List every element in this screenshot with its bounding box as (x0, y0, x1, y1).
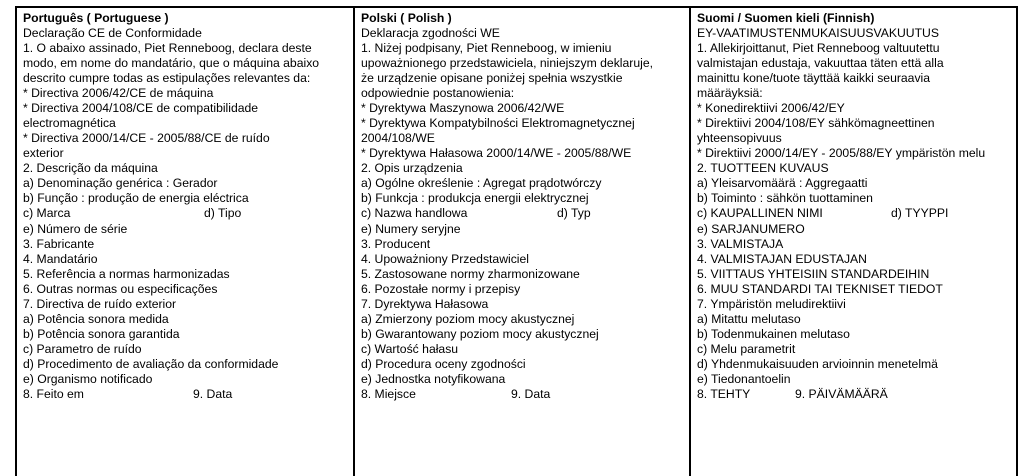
declaration-heading: EY-VAATIMUSTENMUKAISUUSVAKUUTUS (697, 25, 939, 40)
section-line: a) Mitattu melutaso (697, 311, 801, 326)
place-date-row (361, 387, 689, 402)
section-line: 7. Ympäristön meludirektiivi (697, 296, 846, 311)
section-line: 3. Producent (361, 236, 431, 251)
section-line: 4. Upoważniony Przedstawiciel (361, 251, 529, 266)
section-line: 7. Directiva de ruído exterior (23, 296, 177, 311)
section-line: b) Toiminto : sähkön tuottaminen (697, 191, 873, 206)
section-line: a) Potência sonora medida (23, 311, 169, 326)
section-line: d) Yhdenmukaisuuden arvioinnin menetelmä (697, 356, 938, 371)
section-line: 2. TUOTTEEN KUVAUS (697, 161, 829, 176)
column-title: Suomi / Suomen kieli (Finnish) (697, 11, 875, 25)
type-label: d) Typ (557, 206, 591, 221)
section-line: 4. VALMISTAJAN EDUSTAJAN (697, 251, 867, 266)
place-label: 8. Feito em (23, 387, 84, 402)
type-label: d) Tipo (204, 206, 242, 221)
column-title: Português ( Portuguese ) (23, 11, 169, 25)
date-label: 9. PÄIVÄMÄÄRÄ (795, 387, 888, 402)
section-line: e) SARJANUMERO (697, 221, 805, 236)
place-label: 8. TEHTY (697, 387, 751, 402)
declaration-intro: 1. Niżej podpisany, Piet Renneboog, w imieniu upoważnionego przedstawiciela, niniejszym deklaruje, że urządzenie opisane poniżej spełnia wszystkie odpowiednie postanowienia: (361, 40, 653, 101)
directive-item: * Dyrektywa Hałasowa 2000/14/WE - 2005/88/WE (361, 146, 632, 161)
place-date-row (23, 387, 353, 402)
column-body (697, 26, 1016, 402)
section-line: 7. Dyrektywa Hałasowa (361, 296, 489, 311)
brand-type-row (361, 206, 689, 221)
section-line: 6. Outras normas ou especificações (23, 281, 218, 296)
section-line: a) Yleisarvomäärä : Aggregaatti (697, 176, 868, 191)
section-line: b) Função : produção de energia eléctrica (23, 191, 249, 206)
section-line: c) Parametro de ruído (23, 341, 142, 356)
section-line: 6. MUU STANDARDI TAI TEKNISET TIEDOT (697, 281, 943, 296)
section-line: a) Ogólne określenie : Agregat prądotwórczy (361, 176, 602, 191)
section-line: e) Organismo notificado (23, 371, 153, 386)
section-line: e) Numery seryjne (361, 221, 461, 236)
declaration-intro: 1. O abaixo assinado, Piet Renneboog, declara deste modo, em nome do mandatário, que o máquina abaixo descrito cumpre todas as estipulações relevantes da: (23, 40, 320, 86)
declaration-intro: 1. Allekirjoittanut, Piet Renneboog valtuutettu valmistajan edustaja, vakuuttaa täten että alla mainittu kone/tuote täyttää kaikki seuraavia määräyksiä: (697, 40, 944, 101)
section-line: 5. Referência a normas harmonizadas (23, 266, 230, 281)
section-line: 2. Opis urządzenia (361, 161, 463, 176)
declaration-table (15, 6, 1018, 476)
directive-item: * Direktiivi 2000/14/EY - 2005/88/EY ympäristön melu (697, 146, 986, 161)
directive-item: * Konedirektiivi 2006/42/EY (697, 101, 845, 116)
section-line: d) Procedimento de avaliação da conformidade (23, 356, 279, 371)
place-label: 8. Miejsce (361, 387, 416, 402)
directive-item: * Directiva 2006/42/CE de máquina (23, 86, 214, 101)
section-line: b) Funkcja : produkcja energii elektrycznej (361, 191, 589, 206)
section-line: e) Número de série (23, 221, 128, 236)
section-line: b) Potência sonora garantida (23, 326, 180, 341)
section-line: b) Gwarantowany poziom mocy akustycznej (361, 326, 599, 341)
type-label: d) TYYPPI (891, 206, 949, 221)
section-line: a) Zmierzony poziom mocy akustycznej (361, 311, 575, 326)
place-date-row (697, 387, 1016, 402)
directive-item: * Direktiivi 2004/108/EY sähkömagneettinen yhteensopivuus (697, 116, 935, 146)
column-body (23, 26, 353, 402)
section-line: 4. Mandatário (23, 251, 98, 266)
date-label: 9. Data (193, 387, 233, 402)
directive-item: * Dyrektywa Maszynowa 2006/42/WE (361, 101, 565, 116)
directive-item: * Directiva 2000/14/CE - 2005/88/CE de ruído exterior (23, 131, 270, 161)
section-line: c) Melu parametrit (697, 341, 796, 356)
declaration-heading: Declaração CE de Conformidade (23, 25, 202, 40)
section-line: e) Tiedonantoelin (697, 371, 791, 386)
section-line: d) Procedura oceny zgodności (361, 356, 526, 371)
brand-label: c) Marca (23, 206, 71, 221)
directive-item: * Directiva 2004/108/CE de compatibilidade electromagnética (23, 101, 259, 131)
date-label: 9. Data (511, 387, 551, 402)
section-line: 3. Fabricante (23, 236, 95, 251)
brand-label: c) Nazwa handlowa (361, 206, 468, 221)
brand-type-row (697, 206, 1016, 221)
section-line: b) Todenmukainen melutaso (697, 326, 850, 341)
brand-label: c) KAUPALLINEN NIMI (697, 206, 823, 221)
section-line: 5. Zastosowane normy zharmonizowane (361, 266, 580, 281)
column-polish (353, 8, 689, 476)
column-finnish (689, 8, 1016, 476)
section-line: 5. VIITTAUS YHTEISIIN STANDARDEIHIN (697, 266, 930, 281)
section-line: 3. VALMISTAJA (697, 236, 784, 251)
column-title: Polski ( Polish ) (361, 11, 452, 25)
brand-type-row (23, 206, 353, 221)
section-line: c) Wartość hałasu (361, 341, 459, 356)
section-line: 6. Pozostałe normy i przepisy (361, 281, 521, 296)
section-line: e) Jednostka notyfikowana (361, 371, 506, 386)
column-portuguese (17, 8, 353, 476)
section-line: a) Denominação genérica : Gerador (23, 176, 218, 191)
declaration-heading: Deklaracja zgodności WE (361, 25, 500, 40)
directive-item: * Dyrektywa Kompatybilności Elektromagnetycznej 2004/108/WE (361, 116, 635, 146)
section-line: 2. Descrição da máquina (23, 161, 158, 176)
column-body (361, 26, 689, 402)
